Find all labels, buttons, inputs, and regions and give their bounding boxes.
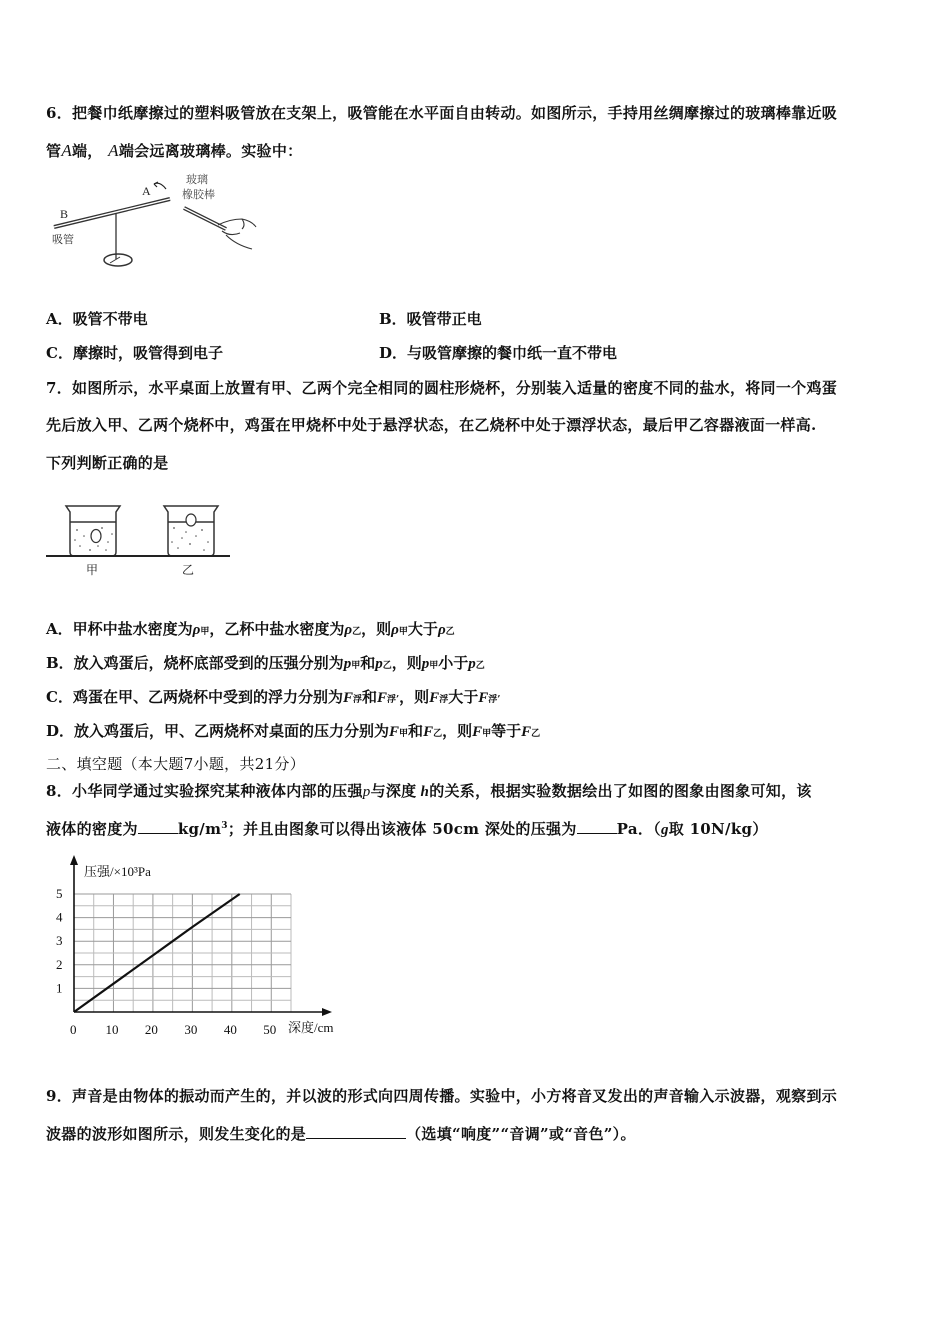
- q6-option-c[interactable]: C．摩擦时，吸管得到电子: [46, 344, 223, 362]
- q9-stem-line2: 波器的波形如图所示，则发生变化的是 （选填“响度”“音调”或“音色”）。: [46, 1125, 636, 1143]
- svg-text:3: 3: [56, 933, 63, 949]
- q8-density-blank[interactable]: [138, 819, 178, 834]
- y-axis-label: 压强/×10³Pa: [84, 864, 151, 879]
- q8-stem-line1: 8．小华同学通过实验探究某种液体内部的压强p与深度 h的关系，根据实验数据绘出了如图的图象由图象可知，该: [46, 782, 812, 800]
- svg-text:20: 20: [144, 1022, 158, 1037]
- q6-option-a[interactable]: A．吸管不带电: [46, 310, 148, 328]
- label-b: B: [60, 207, 69, 221]
- svg-text:4: 4: [56, 909, 63, 925]
- svg-text:0: 0: [70, 1022, 77, 1037]
- label-yi: 乙: [182, 563, 195, 577]
- q6-stem-line1: 6．把餐巾纸摩擦过的塑料吸管放在支架上，吸管能在水平面自由转动。如图所示，手持用丝绸摩擦过的玻璃棒靠近吸: [46, 104, 838, 122]
- q6-option-b[interactable]: B．吸管带正电: [379, 310, 482, 328]
- q7-stem-line1: 7．如图所示，水平桌面上放置有甲、乙两个完全相同的圆柱形烧杯，分别装入适量的密度不同的盐水，将同一个鸡蛋: [46, 379, 838, 397]
- svg-text:5: 5: [56, 886, 63, 901]
- q8-stem-line2: 液体的密度为 $kg/m^3$；并且由图象可以得出该液体 50cm 深处的压强为 Pa．（g取 10N/kg）: [46, 820, 768, 838]
- svg-text:40: 40: [223, 1022, 237, 1037]
- q7-option-c[interactable]: C．鸡蛋在甲、乙两烧杯中受到的浮力分别为F浮和F浮’，则F浮大于F浮’: [46, 688, 501, 706]
- q7-option-d[interactable]: D．放入鸡蛋后，甲、乙两烧杯对桌面的压力分别为F甲和F乙，则F甲等于F乙: [46, 722, 541, 740]
- q6-stem-line2: 管A端， A端会远离玻璃棒。实验中：: [46, 141, 303, 160]
- q7-stem-line2: 先后放入甲、乙两个烧杯中，鸡蛋在甲烧杯中处于悬浮状态，在乙烧杯中处于漂浮状态，最后甲乙容器液面一样高.: [46, 416, 817, 434]
- section-title: 二、填空题（本大题7小题，共21分）: [46, 755, 306, 773]
- label-jia: 甲: [86, 563, 99, 577]
- svg-text:50: 50: [263, 1022, 277, 1037]
- svg-text:玻璃: 玻璃: [186, 174, 208, 186]
- svg-text:30: 30: [184, 1022, 198, 1037]
- q7-stem-line3: 下列判断正确的是: [46, 454, 169, 472]
- svg-text:10: 10: [105, 1022, 119, 1037]
- q9-stem-line1: 9．声音是由物体的振动而产生的，并以波的形式向四周传播。实验中，小方将音叉发出的声音输入示波器，观察到示: [46, 1087, 838, 1105]
- q7-option-b[interactable]: B．放入鸡蛋后，烧杯底部受到的压强分别为p甲和p乙，则p甲小于p乙: [46, 654, 485, 672]
- svg-text:2: 2: [56, 956, 63, 972]
- q7-option-a[interactable]: A．甲杯中盐水密度为ρ甲，乙杯中盐水密度为ρ乙，则ρ甲大于ρ乙: [46, 620, 455, 638]
- q8-pressure-depth-chart: [40, 852, 360, 1042]
- q6-straw-figure: [46, 167, 266, 272]
- q8-pressure-blank[interactable]: [577, 819, 617, 834]
- q9-answer-blank[interactable]: [306, 1124, 406, 1139]
- q7-beaker-figure: [44, 498, 240, 580]
- svg-text:1: 1: [56, 980, 63, 996]
- label-a: A: [142, 184, 151, 198]
- label-straw: 吸管: [52, 234, 74, 246]
- x-axis-label: 深度/cm: [288, 1020, 334, 1035]
- q6-option-d[interactable]: D．与吸管摩擦的餐巾纸一直不带电: [379, 344, 618, 362]
- svg-text:橡胶棒: 橡胶棒: [182, 189, 215, 201]
